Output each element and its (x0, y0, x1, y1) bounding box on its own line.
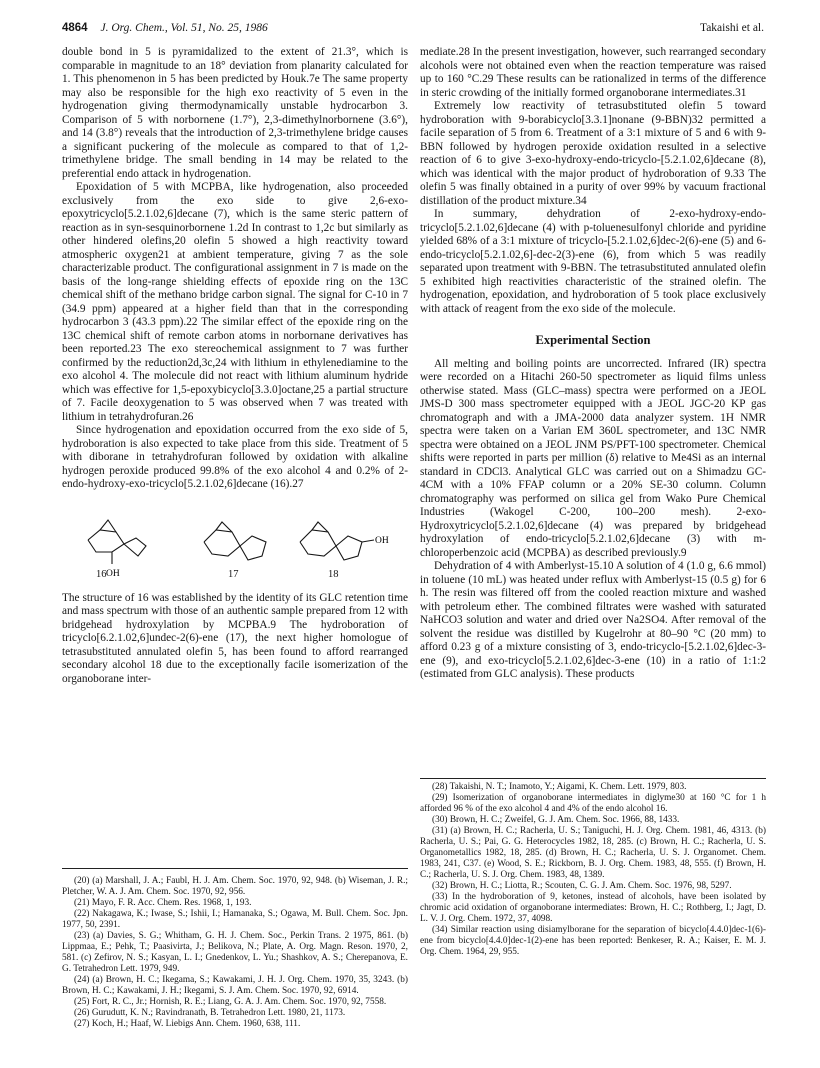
footnote: (30) Brown, H. C.; Zweifel, G. J. Am. Chem. Soc. 1966, 88, 1433. (432, 815, 680, 825)
structure-label-16: 16 (96, 568, 107, 580)
footnotes-left (62, 876, 408, 1030)
structure-16 (88, 520, 146, 564)
footnote: (29) Isomerization of organoborane intermediates in diglyme30 at 160 °C for 1 h afforded 96 % of the exo alcohol 4 and 4% of the endo alcohol 16. (420, 793, 766, 814)
paragraph: The structure of 16 was established by the identity of its GLC retention time and mass spectrum with those of an authentic sample prepared from 12 with bridgehead hydroxylation by MCPBA.9 The hydroboration of tricyclo[6.2.1.02,6]undec-2(6)-ene (17), the next higher homologue of tetrasubstituted annulated olefin 5, has been found to afford rearranged secondary alcohol 18 due to the exceptionally facile isomerization of the organoborane inter- (62, 591, 408, 685)
structure-17 (204, 522, 266, 560)
paragraph: In summary, dehydration of 2-exo-hydroxy-endo-tricyclo[5.2.1.02,6]decane (4) with p-toluenesulfonyl chloride and pyridine yielded 68% of a 3:1 mixture of tricyclo-[5.2.1.02,6]dec-2(6)-ene (5) and 6-endo-tricyclo[5.2.1.02,6]-dec-2(3)-ene (6), from which 5 was readily separated upon treatment with 9-BBN. The tetrasubstituted annulated olefin 5 exhibited high reactivities characteristic of the strained olefin. The hydrogenation, epoxidation, and hydroboration of 5 took place exclusively with attack of reagent from the exo side of the molecule. (420, 208, 766, 315)
right-column (420, 46, 766, 682)
footnote: (34) Similar reaction using disiamylborane for the separation of bicyclo[4.4.0]dec-1(6)-ene from bicyclo[4.4.0]dec-1(2)-ene has been reported: Benkeser, R. A.; Kaiser, E. M. J. Org. Chem. 1964, 29, 955. (420, 925, 766, 957)
header-left (62, 22, 268, 34)
footnote: (22) Nakagawa, K.; Iwase, S.; Ishii, I.; Hamanaka, S.; Ogawa, M. Bull. Chem. Soc. Jpn. 1977, 50, 2391. (62, 909, 408, 930)
paragraph: All melting and boiling points are uncorrected. Infrared (IR) spectra were recorded on a Hitachi 260-50 spectrometer as liquid films unless otherwise stated. Mass (GLC–mass) spectra were performed on a JEOL JMS-D 300 mass spectrometer equipped with a JEOL JGC-20 KP gas chromatograph and with a JMA-2000 data analyzer system. 1H NMR spectra were taken on a Varian EM 360L spectrometer, and 13C NMR spectra were obtained on a JEOL JNM PS/PFT-100 spectrometer. Chemical shifts were reported in parts per million (δ) relative to Me4Si as an internal standard in CDCl3. Analytical GLC was carried out on a Shimadzu GC-4CM with a 10% FFAP column or a 20% SE-30 column. Column chromatography was performed on silica gel from Wako Pure Chemical Industries (Wakogel C-200, 100–200 mesh). 2-exo-Hydroxytricyclo[5.2.1.02,6]decane (4) was prepared by bridgehead hydroxylation of endo-tricyclo[5.2.1.02,6]decane (3) with m-chloroperbenzoic acid (MCPBA) as described previously.9 (420, 357, 766, 559)
paragraph: Dehydration of 4 with Amberlyst-15.10 A solution of 4 (1.0 g, 6.6 mmol) in toluene (10 mL) was heated under reflux with Amberlyst-15 (0.5 g) for 6 h. The resin was filtered off from the cooled reaction mixture and washed with petroleum ether. The combined filtrates were washed with saturated NaHCO3 solution and water and dried over Na2SO4. After removal of the solvent the residue was distilled by Kugelrohr at 80–90 °C (20 mm) to afford 0.23 g of a mixture consisting of 3, endo-tricyclo-[5.2.1.02,6]dec-3-ene (9), and exo-tricyclo[5.2.1.02,6]dec-3-ene (10) in a ratio of 1:1:2 (estimated from GLC analysis). These products (420, 560, 766, 680)
footnote: (24) (a) Brown, H. C.; Ikegama, S.; Kawakami, J. H. J. Org. Chem. 1970, 35, 3243. (b) Brown, H. C.; Kawakami, J. H.; Ikegami, S. J. Am. Chem. Soc. 1970, 92, 6914. (62, 975, 408, 996)
footnote: (25) Fort, R. C., Jr.; Hornish, R. E.; Liang, G. A. J. Am. Chem. Soc. 1970, 92, 7558. (74, 997, 387, 1007)
footnote: (26) Gurudutt, K. N.; Ravindranath, B. Tetrahedron Lett. 1980, 21, 1173. (74, 1008, 346, 1018)
footnote-rule-left (62, 868, 408, 869)
paragraph: mediate.28 In the present investigation, however, such rearranged secondary alcohols were not obtained even when the reaction temperature was raised up to 160 °C.29 These results can be rationalized in terms of the difference in steric crowding of the initially formed organoborane intermediates.31 (420, 46, 766, 99)
footnote: (23) (a) Davies, S. G.; Whitham, G. H. J. Chem. Soc., Perkin Trans. 2 1975, 861. (b) Lippmaa, E.; Pehk, T.; Paasivirta, J.; Belikova, N.; Plate, A. Org. Magn. Reson. 1970, 2, 581. (c) Zefirov, N. S.; Kasyan, L. I.; Gnedenkov, L. Yu.; Shashkov, A. S.; Cherepanova, E. G. Tetrahedron Lett. 1979, 949. (62, 931, 408, 974)
oh-label-16: OH (106, 568, 120, 579)
header-authors: Takaishi et al. (699, 22, 764, 34)
section-heading: Experimental Section (535, 333, 651, 347)
paragraph: Extremely low reactivity of tetrasubstituted olefin 5 toward hydroboration with 9-borabicyclo[3.3.1]nonane (9-BBN)32 permitted a facile separation of 5 from 6. Treatment of a 3:1 mixture of 5 and 6 with 9-BBN followed by hydrogen peroxide oxidation resulted in a selective reaction of 6 to give 3-exo-hydroxy-endo-tricyclo-[5.2.1.02,6]decane (8), which was identical with the major product of hydroboration of 9.33 The olefin 5 was finally obtained in a purity of over 99% by vacuum fractional distillation of the product mixture.34 (420, 100, 766, 207)
footnote: (31) (a) Brown, H. C.; Racherla, U. S.; Taniguchi, H. J. Org. Chem. 1981, 46, 4313. (b) Racherla, U. S.; Pai, G. G. Heterocycles 1982, 18, 285. (c) Brown, H. C.; Racherla, U. S. Organometallics 1982, 18, 285. (d) Brown, H. C.; Racherla, U. S. J. Organomet. Chem. 1983, 241, C37. (e) Wood, S. E.; Rickborn, B. J. Org. Chem. 1983, 48, 555. (f) Brown, H. C.; Racherla, U. S. J. Org. Chem. 1983, 48, 1389. (420, 826, 766, 880)
page-number: 4864 (62, 22, 88, 34)
paragraph: Epoxidation of 5 with MCPBA, like hydrogenation, also proceeded exclusively from the exo side to give 2,6-exo-epoxytricyclo[5.2.1.02,6]decane (7), which is the same steric pattern of reaction as in syn-sesquinorbornene 1.2d In contrast to 1,2c but similarly as other hindered olefins,20 olefin 5 showed a high reactivity toward atmospheric oxygen21 at ambient temperature, giving 7 as the sole characterizable product. The configurational assignment in 7 is made on the basis of the long-range shielding effects of epoxide ring on the 13C chemical shift of the methano bridge carbon signal. The signal for C-10 in 7 (34.9 ppm) appeared at a higher field than that in the corresponding hydrocarbon 3 (43.3 ppm).22 The similar effect of the epoxide ring on the 13C chemical shift of remote carbon atoms in norbornane derivatives has been reported.23 The exo stereochemical assignment to 7 was further confirmed by the reduction2d,3c,24 with lithium in ethylenediamine to the exo alcohol 4. The molecule did not react with lithium aluminum hydride which was effective for 1,5-epoxybicyclo[3.3.0]octane,25 a partial structure of 7. Facile deoxygenation to 5 was observed when 7 was treated with lithium in tetrahydrofuran.26 (62, 181, 408, 423)
footnotes-right (420, 778, 766, 958)
footnote: (33) In the hydroboration of 9, ketones, instead of alcohols, have been isolated by chromic acid oxidation of organoborane intermediates: Brown, H. C.; Rothberg, I.; Jagt, D. L. V. J. Org. Chem. 1972, 37, 4098. (420, 892, 766, 924)
chemical-structures-figure (62, 502, 408, 586)
footnote: (32) Brown, H. C.; Liotta, R.; Scouten, C. G. J. Am. Chem. Soc. 1976, 98, 5297. (432, 881, 732, 891)
structure-18 (300, 522, 374, 560)
paragraph: Since hydrogenation and epoxidation occurred from the exo side of 5, hydroboration is also expected to take place from this side. Treatment of 5 with diborane in tetrahydrofuran followed by oxidation with alkaline hydrogen peroxide produced 99.8% of the exo alcohol 4 and 0.2% of 2-endo-hydroxy-exo-tricyclo[5.2.1.02,6]decane (16).27 (62, 424, 408, 490)
oh-label-18: OH (375, 535, 389, 546)
footnote: (20) (a) Marshall, J. A.; Faubl, H. J. Am. Chem. Soc. 1970, 92, 948. (b) Wiseman, J. R.; Pletcher, W. A. J. Am. Chem. Soc. 1970, 92, 956. (62, 876, 408, 897)
footnote: (21) Mayo, F. R. Acc. Chem. Res. 1968, 1, 193. (74, 898, 252, 908)
structure-label-17: 17 (228, 568, 239, 580)
left-column (62, 46, 408, 686)
structure-label-18: 18 (328, 568, 339, 580)
footnote: (27) Koch, H.; Haaf, W. Liebigs Ann. Chem. 1960, 638, 111. (74, 1019, 301, 1029)
paragraph: double bond in 5 is pyramidalized to the extent of 21.3°, which is comparable in magnitude to an 18° deviation from planarity calculated for 1. This phenomenon in 5 has been predicted by Houk.7e The same property may also be responsible for the high exo reactivity of 5 even in the hydrogenation giving thermodynamically unstable hydrocarbon 3. Comparison of 5 with norbornene (1.7°), 2,3-dimethylnorbornene (3.6°), and 14 (3.8°) reveals that the introduction of 2,3-trimethylene bridge causes a significant puckering of the molecule as compared to that of 1,2-trimethylene bridge. The small bending in 14 may be related to the preferential endo attack in hydrogenation. (62, 46, 408, 180)
running-header (62, 22, 764, 40)
footnote: (28) Takaishi, N. T.; Inamoto, Y.; Aigami, K. Chem. Lett. 1979, 803. (432, 782, 687, 792)
footnote-rule-right (420, 778, 766, 779)
journal-citation: J. Org. Chem., Vol. 51, No. 25, 1986 (100, 22, 268, 34)
